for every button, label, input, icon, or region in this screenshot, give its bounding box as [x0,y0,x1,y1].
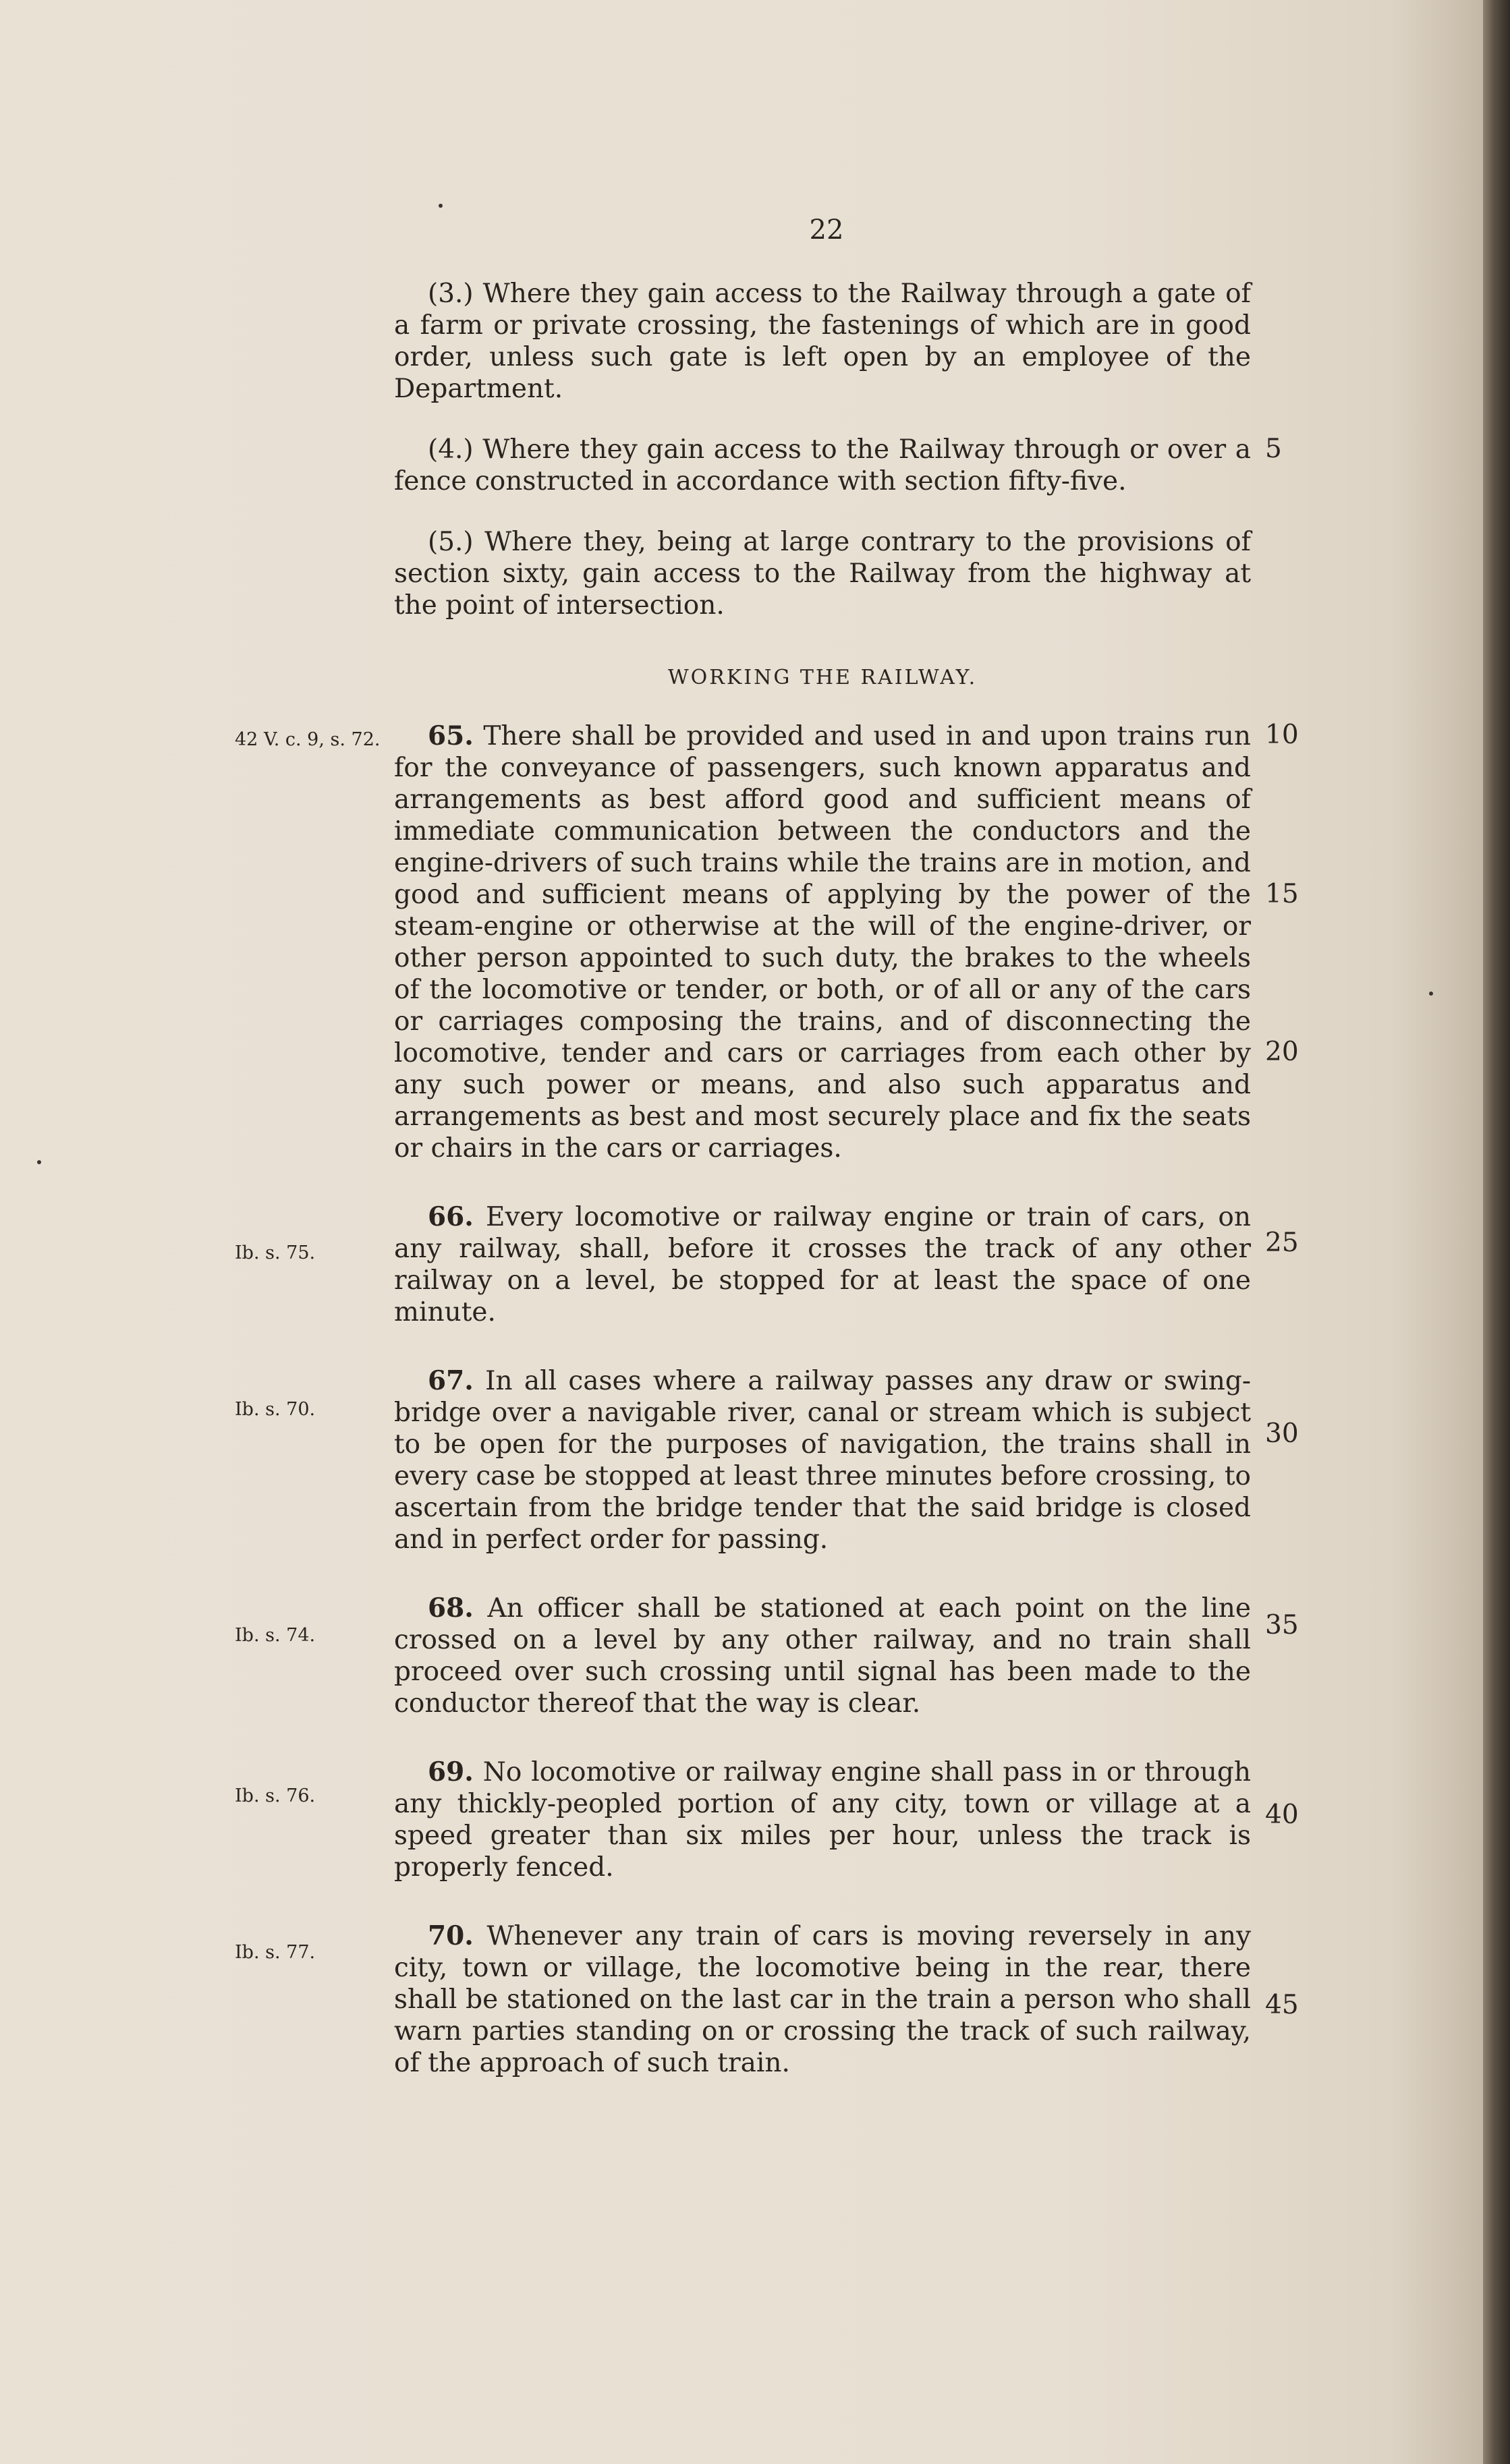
body-text [394,278,1251,2079]
margin-citation: Ib. s. 76. [235,1785,316,1806]
margin-citation: Ib. s. 75. [235,1242,316,1263]
section-69 [394,1756,1251,1883]
section-text: An officer shall be stationed at each point on the line crossed on a level by any other railway, and no train shall proceed over such crossing until signal has been made to the conductor thereof that the way is clear. [394,1593,1251,1719]
section-text: No locomotive or railway engine shall pass in or through any thickly-peopled portion of any city, town or village at a speed greater than six miles per hour, unless the track is properly fenced. [394,1757,1251,1883]
paper-speck [439,204,443,208]
section-number: 66. [428,1201,474,1232]
margin-citation: 42 V. c. 9, s. 72. [235,729,381,750]
line-number: 20 [1265,1037,1299,1067]
section-number: 67. [428,1365,474,1396]
section-70 [394,1920,1251,2079]
line-number: 25 [1265,1228,1299,1258]
section-68 [394,1593,1251,1719]
page-number: 22 [809,214,844,246]
paragraph-5: (5.) Where they, being at large contrary to the provisions of section sixty, gain access to the Railway from the highway at the point of intersection. [394,527,1251,621]
line-number: 10 [1265,720,1299,750]
line-number: 5 [1265,434,1282,464]
section-number: 68. [428,1593,474,1624]
margin-citation: Ib. s. 70. [235,1399,316,1420]
line-number: 40 [1265,1800,1299,1830]
section-66 [394,1201,1251,1328]
section-number: 70. [428,1920,474,1951]
section-67 [394,1365,1251,1555]
section-text: Whenever any train of cars is moving reversely in any city, town or village, the locomotive being in the rear, there shall be stationed on the last car in the train a person who shall warn parties standing on or crossing the track of such railway, of the approach of such train. [394,1921,1251,2078]
paragraph-4: (4.) Where they gain access to the Railway through or over a fence constructed in accordance with section fifty-five. [394,434,1251,496]
section-number: 69. [428,1756,474,1787]
section-number: 65. [428,720,474,751]
line-number: 15 [1265,879,1299,909]
book-spine-shadow [1483,0,1510,2464]
section-text: There shall be provided and used in and upon trains run for the conveyance of passengers, such known apparatus and arrangements as best afford good and sufficient means of immediate communication between the conductors and the engine-drivers of such trains while the trains are in motion, and good and sufficient means of applying by the power of the steam-engine or otherwise at the will of the engine-driver, or other person appointed to such duty, the brakes to the wheels of the locomotive or tender, or both, or of all or any of the cars or carriages composing the trains, and of disconnecting the locomotive, tender and cars or carriages from each other by any such power or means, and also such apparatus and arrangements as best and most securely place and fix the seats or chairs in the cars or carriages. [394,721,1251,1164]
paper-speck [1429,992,1433,996]
line-number: 35 [1265,1610,1299,1640]
section-65 [394,720,1251,1164]
line-number: 45 [1265,1990,1299,2020]
paper-speck [37,1160,41,1164]
margin-citation: Ib. s. 74. [235,1625,316,1646]
section-text: Every locomotive or railway engine or train of cars, on any railway, shall, before it crosses the track of any other railway on a level, be stopped for at least the space of one minute. [394,1202,1251,1327]
line-number: 30 [1265,1419,1299,1449]
section-text: In all cases where a railway passes any draw or swing-bridge over a navigable river, canal or stream which is subject to be open for the purposes of navigation, the trains shall in every case be stopped at least three minutes before crossing, to ascertain from the bridge tender that the said bridge is closed and in perfect order for passing. [394,1366,1251,1555]
paragraph-3: (3.) Where they gain access to the Railway through a gate of a farm or private crossing, the fastenings of which are in good order, unless such gate is left open by an employee of the Department. [394,279,1251,404]
section-heading: WORKING THE RAILWAY. [667,666,978,689]
margin-citation: Ib. s. 77. [235,1942,316,1963]
